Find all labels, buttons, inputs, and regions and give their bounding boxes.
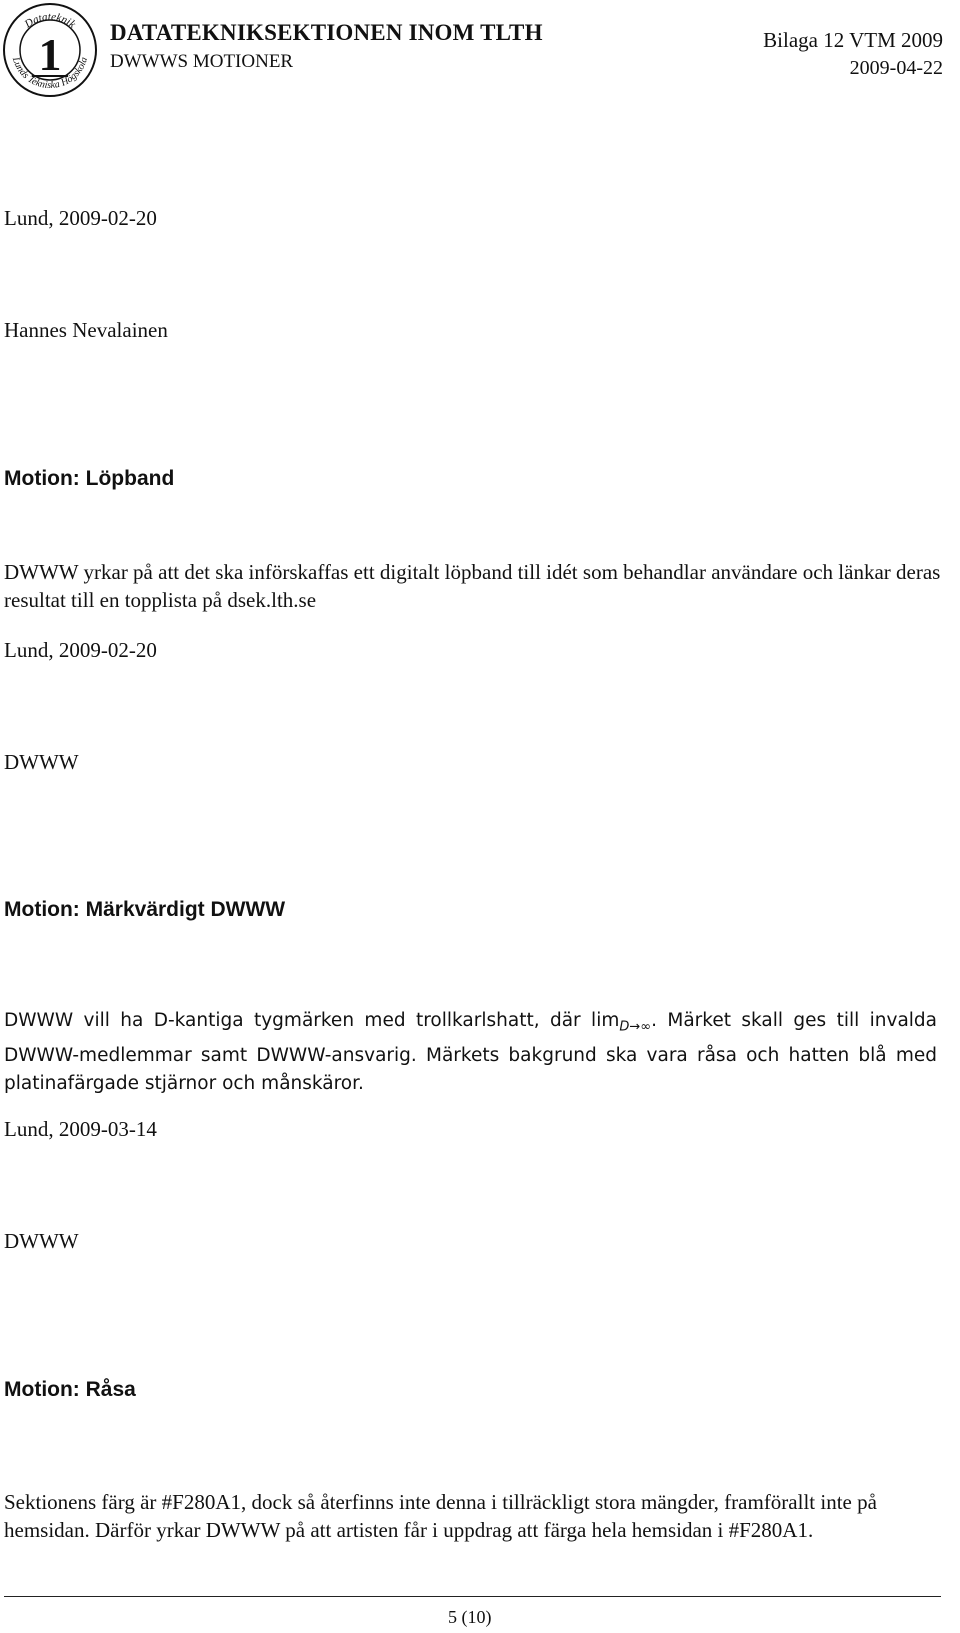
motion-author: DWWW xyxy=(4,750,79,774)
svg-text:Lunds Tekniska Högskola: Lunds Tekniska Högskola xyxy=(9,55,91,92)
motion-body xyxy=(4,1007,937,1098)
page-number: 5 (10) xyxy=(448,1607,492,1627)
document-subtitle: DWWWS MOTIONER xyxy=(110,51,294,72)
svg-text:Datateknik: Datateknik xyxy=(22,10,78,31)
motion-body: DWWW yrkar på att det ska införskaffas ett digitalt löpband till idét som behandlar användare och länkar deras resultat till en topplista på dsek.lth.se xyxy=(4,560,941,612)
motion-body-text: DWWW vill ha D-kantiga tygmärken med trollkarlshatt, där lim xyxy=(4,1010,620,1031)
motion-body: Sektionens färg är #F280A1, dock så återfinns inte denna i tillräckligt stora mängder, framförallt inte på hemsidan. Därför yrkar DWWW på att artisten får i uppdrag att färga hela hemsidan i #F280A1. xyxy=(4,1490,877,1542)
motion-place-date: Lund, 2009-03-14 xyxy=(4,1117,157,1141)
svg-text:1: 1 xyxy=(38,29,62,80)
limit-subscript: D→∞ xyxy=(619,1019,652,1035)
motion-title: Motion: Råsa xyxy=(4,1378,136,1401)
motion-body-text-continued: . Märket skall ges till invalda DWWW-medlemmar samt DWWW-ansvarig. Märkets bakgrund ska vara råsa och hatten blå med platinafärgade stjärnor och månskäror. xyxy=(4,1010,938,1094)
motion-title: Motion: Löpband xyxy=(4,467,175,490)
motion-author: DWWW xyxy=(4,1229,79,1253)
motion-title: Motion: Märkvärdigt DWWW xyxy=(4,898,286,921)
footer-divider xyxy=(4,1596,941,1597)
organization-name: DATATEKNIKSEKTIONEN INOM TLTH xyxy=(110,20,543,45)
attachment-reference: Bilaga 12 VTM 2009 xyxy=(763,28,943,52)
motion-place-date: Lund, 2009-02-20 xyxy=(4,206,157,230)
motion-place-date: Lund, 2009-02-20 xyxy=(4,638,157,662)
document-date: 2009-04-22 xyxy=(849,57,943,79)
section-logo xyxy=(2,2,98,98)
motion-author: Hannes Nevalainen xyxy=(4,318,168,342)
